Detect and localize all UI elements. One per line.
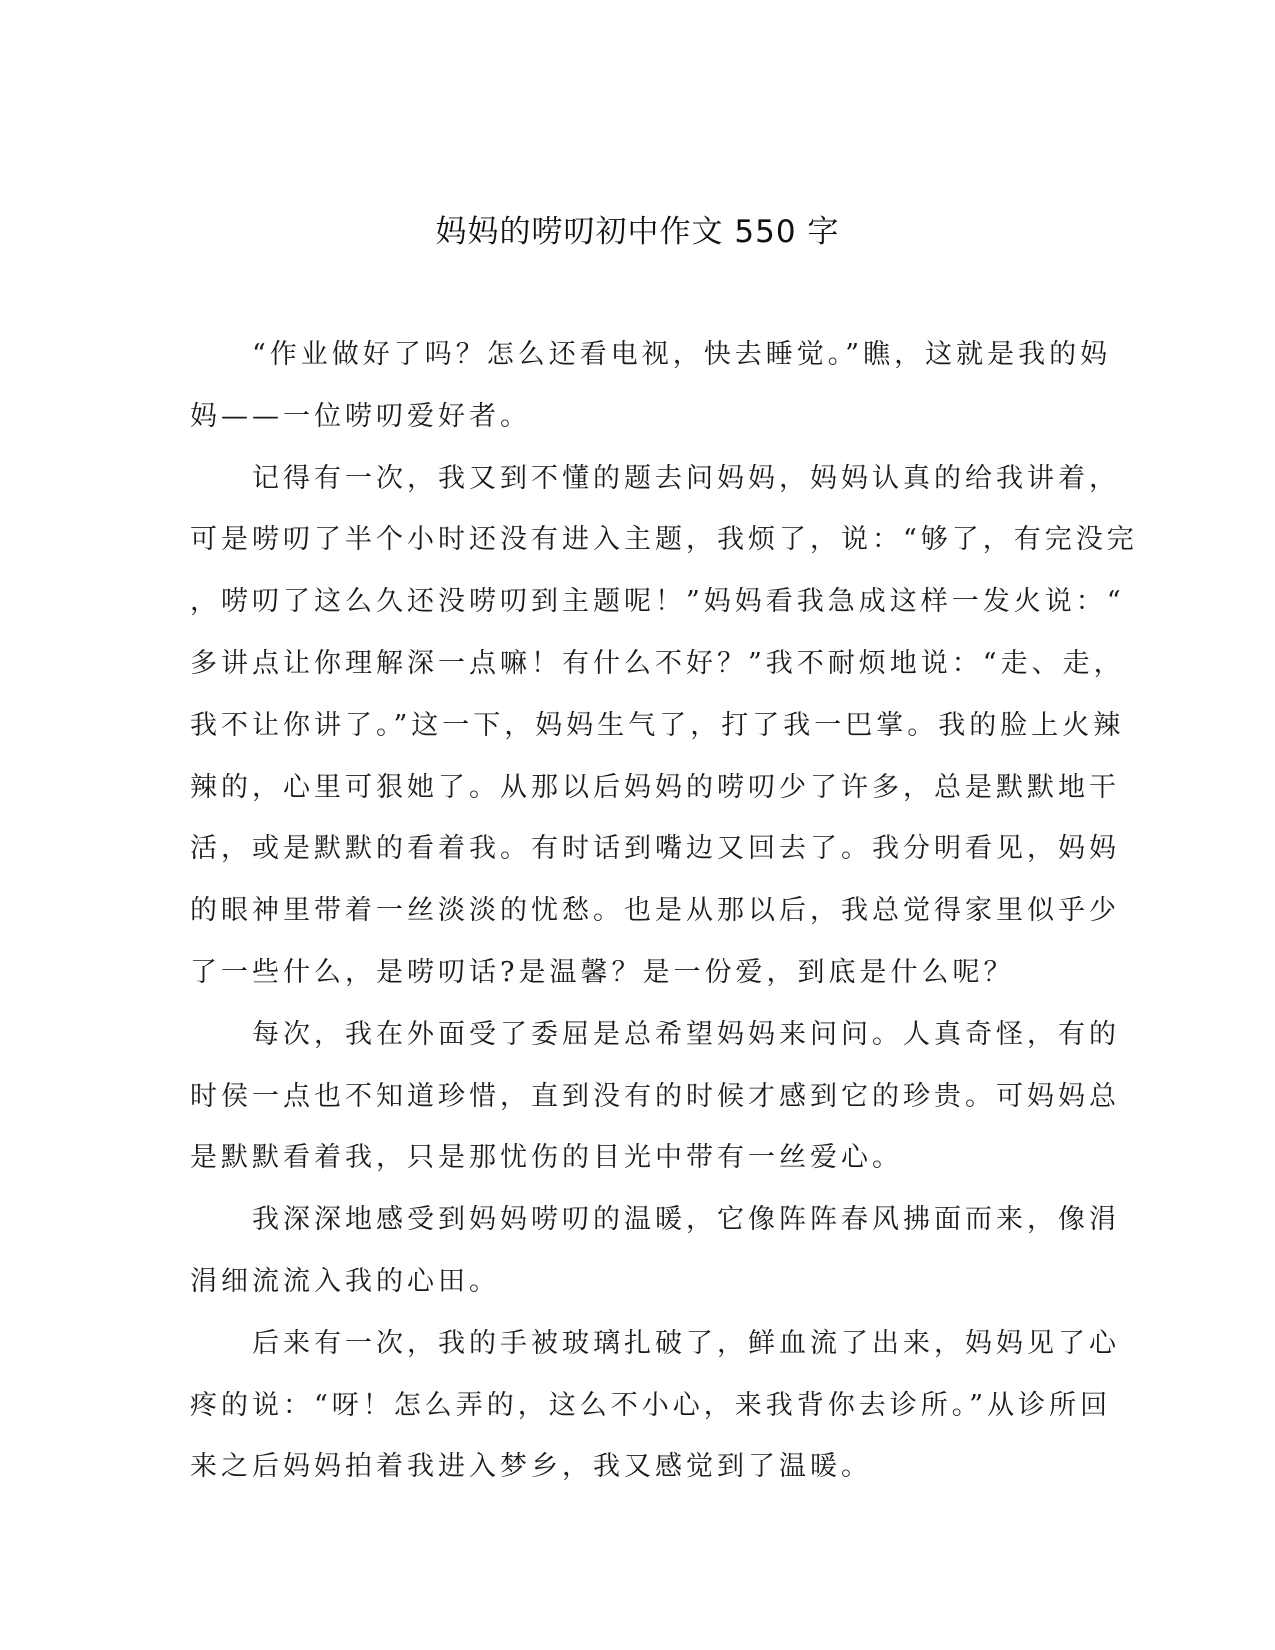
text-line: 活，或是默默的看着我。有时话到嘴边又回去了。我分明看见，妈妈 [190, 833, 1120, 865]
text-line: 我不让你讲了。”这一下，妈妈生气了，打了我一巴掌。我的脸上火辣 [190, 709, 1125, 741]
document-title: 妈妈的唠叨初中作文 550 字 [435, 214, 840, 250]
text-line: 了一些什么，是唠叨话?是温馨？是一份爱，到底是什么呢？ [190, 956, 1015, 988]
text-line: 辣的，心里可狠她了。从那以后妈妈的唠叨少了许多，总是默默地干 [190, 771, 1120, 803]
text-line: 时侯一点也不知道珍惜，直到没有的时候才感到它的珍贵。可妈妈总 [190, 1080, 1120, 1112]
text-line: 可是唠叨了半个小时还没有进入主题，我烦了，说：“够了，有完没完 [190, 524, 1138, 556]
text-line: 涓细流流入我的心田。 [190, 1265, 500, 1297]
text-line: 是默默看着我，只是那忧伤的目光中带有一丝爱心。 [190, 1142, 903, 1174]
text-line: 妈——一位唠叨爱好者。 [190, 400, 531, 432]
text-line: 的眼神里带着一丝淡淡的忧愁。也是从那以后，我总觉得家里似乎少 [190, 895, 1120, 927]
text-line: 疼的说：“呀！怎么弄的，这么不小心，来我背你去诊所。”从诊所回 [190, 1389, 1112, 1421]
text-line: 我深深地感受到妈妈唠叨的温暖，它像阵阵春风拂面而来，像涓 [190, 1204, 1120, 1236]
text-line: 每次，我在外面受了委屈是总希望妈妈来问问。人真奇怪，有的 [190, 1018, 1120, 1050]
text-line: 记得有一次，我又到不懂的题去问妈妈，妈妈认真的给我讲着， [190, 462, 1120, 494]
essay-body [190, 324, 1138, 1498]
text-line: 多讲点让你理解深一点嘛！有什么不好？”我不耐烦地说：“走、走， [190, 647, 1125, 679]
text-line: 来之后妈妈拍着我进入梦乡，我又感觉到了温暖。 [190, 1451, 872, 1483]
text-line: “作业做好了吗？怎么还看电视，快去睡觉。”瞧，这就是我的妈 [190, 339, 1112, 370]
text-line: ，唠叨了这么久还没唠叨到主题呢！”妈妈看我急成这样一发火说：“ [190, 586, 1125, 618]
text-line: 后来有一次，我的手被玻璃扎破了，鲜血流了出来，妈妈见了心 [190, 1327, 1120, 1359]
